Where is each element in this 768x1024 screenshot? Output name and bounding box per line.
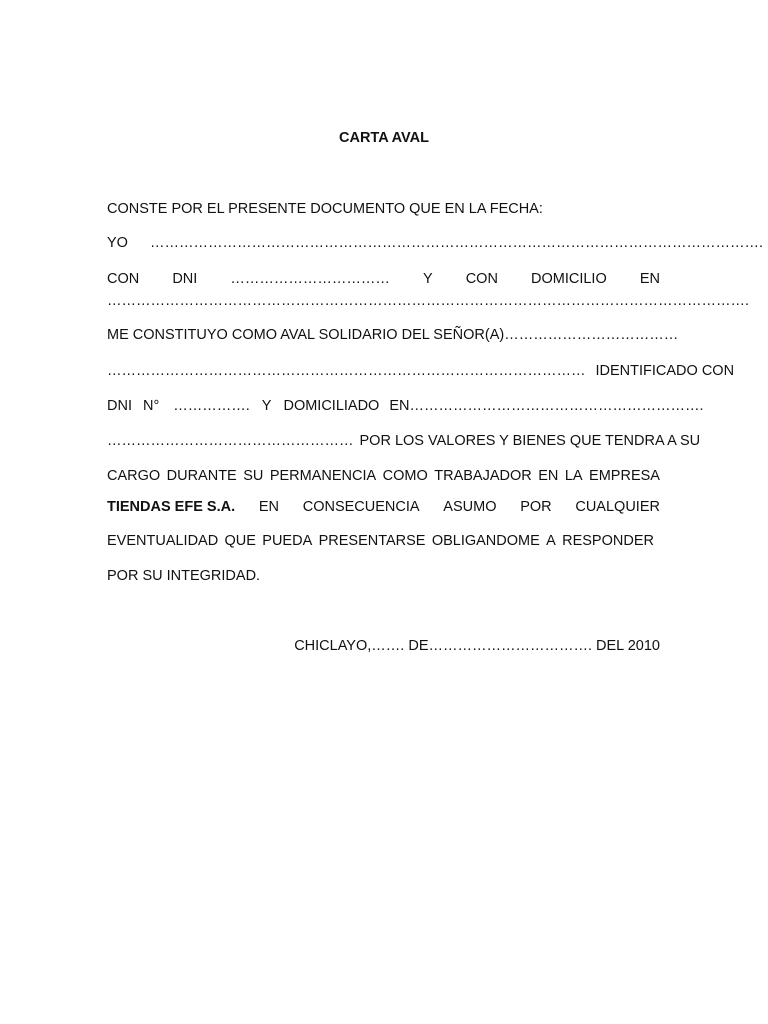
word: DURANTE (166, 468, 237, 484)
word: SU (243, 468, 264, 484)
address-blank: EN……………………………………………………. (389, 398, 704, 414)
word: DOMICILIO (531, 271, 607, 287)
word: OBLIGANDOME (431, 533, 540, 549)
word: POR (520, 499, 552, 515)
word: CONSECUENCIA (302, 499, 420, 515)
word: CON (465, 271, 498, 287)
word: EMPRESA (589, 468, 660, 484)
word: DNI (107, 398, 132, 414)
word: CON (107, 271, 140, 287)
word: EN (258, 499, 279, 515)
line-por-los-valores (107, 432, 701, 450)
line-yo (107, 234, 763, 252)
word: CARGO (107, 468, 161, 484)
word: LA (564, 468, 583, 484)
line-identificado (107, 362, 735, 380)
word: QUE (224, 533, 256, 549)
word: ASUMO (443, 499, 497, 515)
document-title: CARTA AVAL (339, 130, 429, 146)
word: Y (261, 398, 272, 414)
word: RESPONDER (562, 533, 654, 549)
line-con-dni (107, 270, 660, 288)
line-integridad: POR SU INTEGRIDAD. (107, 568, 261, 584)
line-domicilio-blank: ……………………………………………………………………………………………………………………. (107, 293, 750, 309)
word: EN (639, 271, 660, 287)
company-name: TIENDAS EFE S.A. (107, 499, 236, 515)
word: N° (142, 398, 160, 414)
word: PRESENTARSE (318, 533, 426, 549)
word: EN (538, 468, 559, 484)
address-blank-2: …………………………………………… (107, 433, 354, 449)
word: PUEDA (262, 533, 313, 549)
line-tiendas-efe (107, 498, 660, 516)
word: TRABAJADOR (434, 468, 532, 484)
word: Y (422, 271, 433, 287)
line-cargo (107, 467, 660, 485)
dni-blank: …………………………… (230, 271, 390, 287)
line-me-constituyo: ME CONSTITUYO COMO AVAL SOLIDARIO DEL SEÑOR(A)……………………………… (107, 327, 679, 343)
word: PERMANENCIA (269, 468, 377, 484)
word: COMO (382, 468, 428, 484)
name-blank: ……………………………………………………………………………………… (107, 363, 586, 379)
word: DNI (172, 271, 198, 287)
yo-label: YO (107, 235, 128, 251)
date-line: CHICLAYO,……. DE……………………………. DEL 2010 (294, 638, 660, 654)
word: CUALQUIER (575, 499, 660, 515)
word: DOMICILIADO (283, 398, 380, 414)
identificado-label: IDENTIFICADO CON (595, 363, 735, 379)
line-dni-domiciliado (107, 397, 704, 415)
valores-text: POR LOS VALORES Y BIENES QUE TENDRA A SU (359, 433, 701, 449)
line-conste: CONSTE POR EL PRESENTE DOCUMENTO QUE EN LA FECHA: (107, 201, 543, 217)
yo-blank: ………………………………………………………………………………………………………………. (149, 235, 763, 251)
dni-blank: ……………. (173, 398, 250, 414)
word: EVENTUALIDAD (107, 533, 219, 549)
word: A (546, 533, 556, 549)
line-eventualidad (107, 532, 654, 550)
